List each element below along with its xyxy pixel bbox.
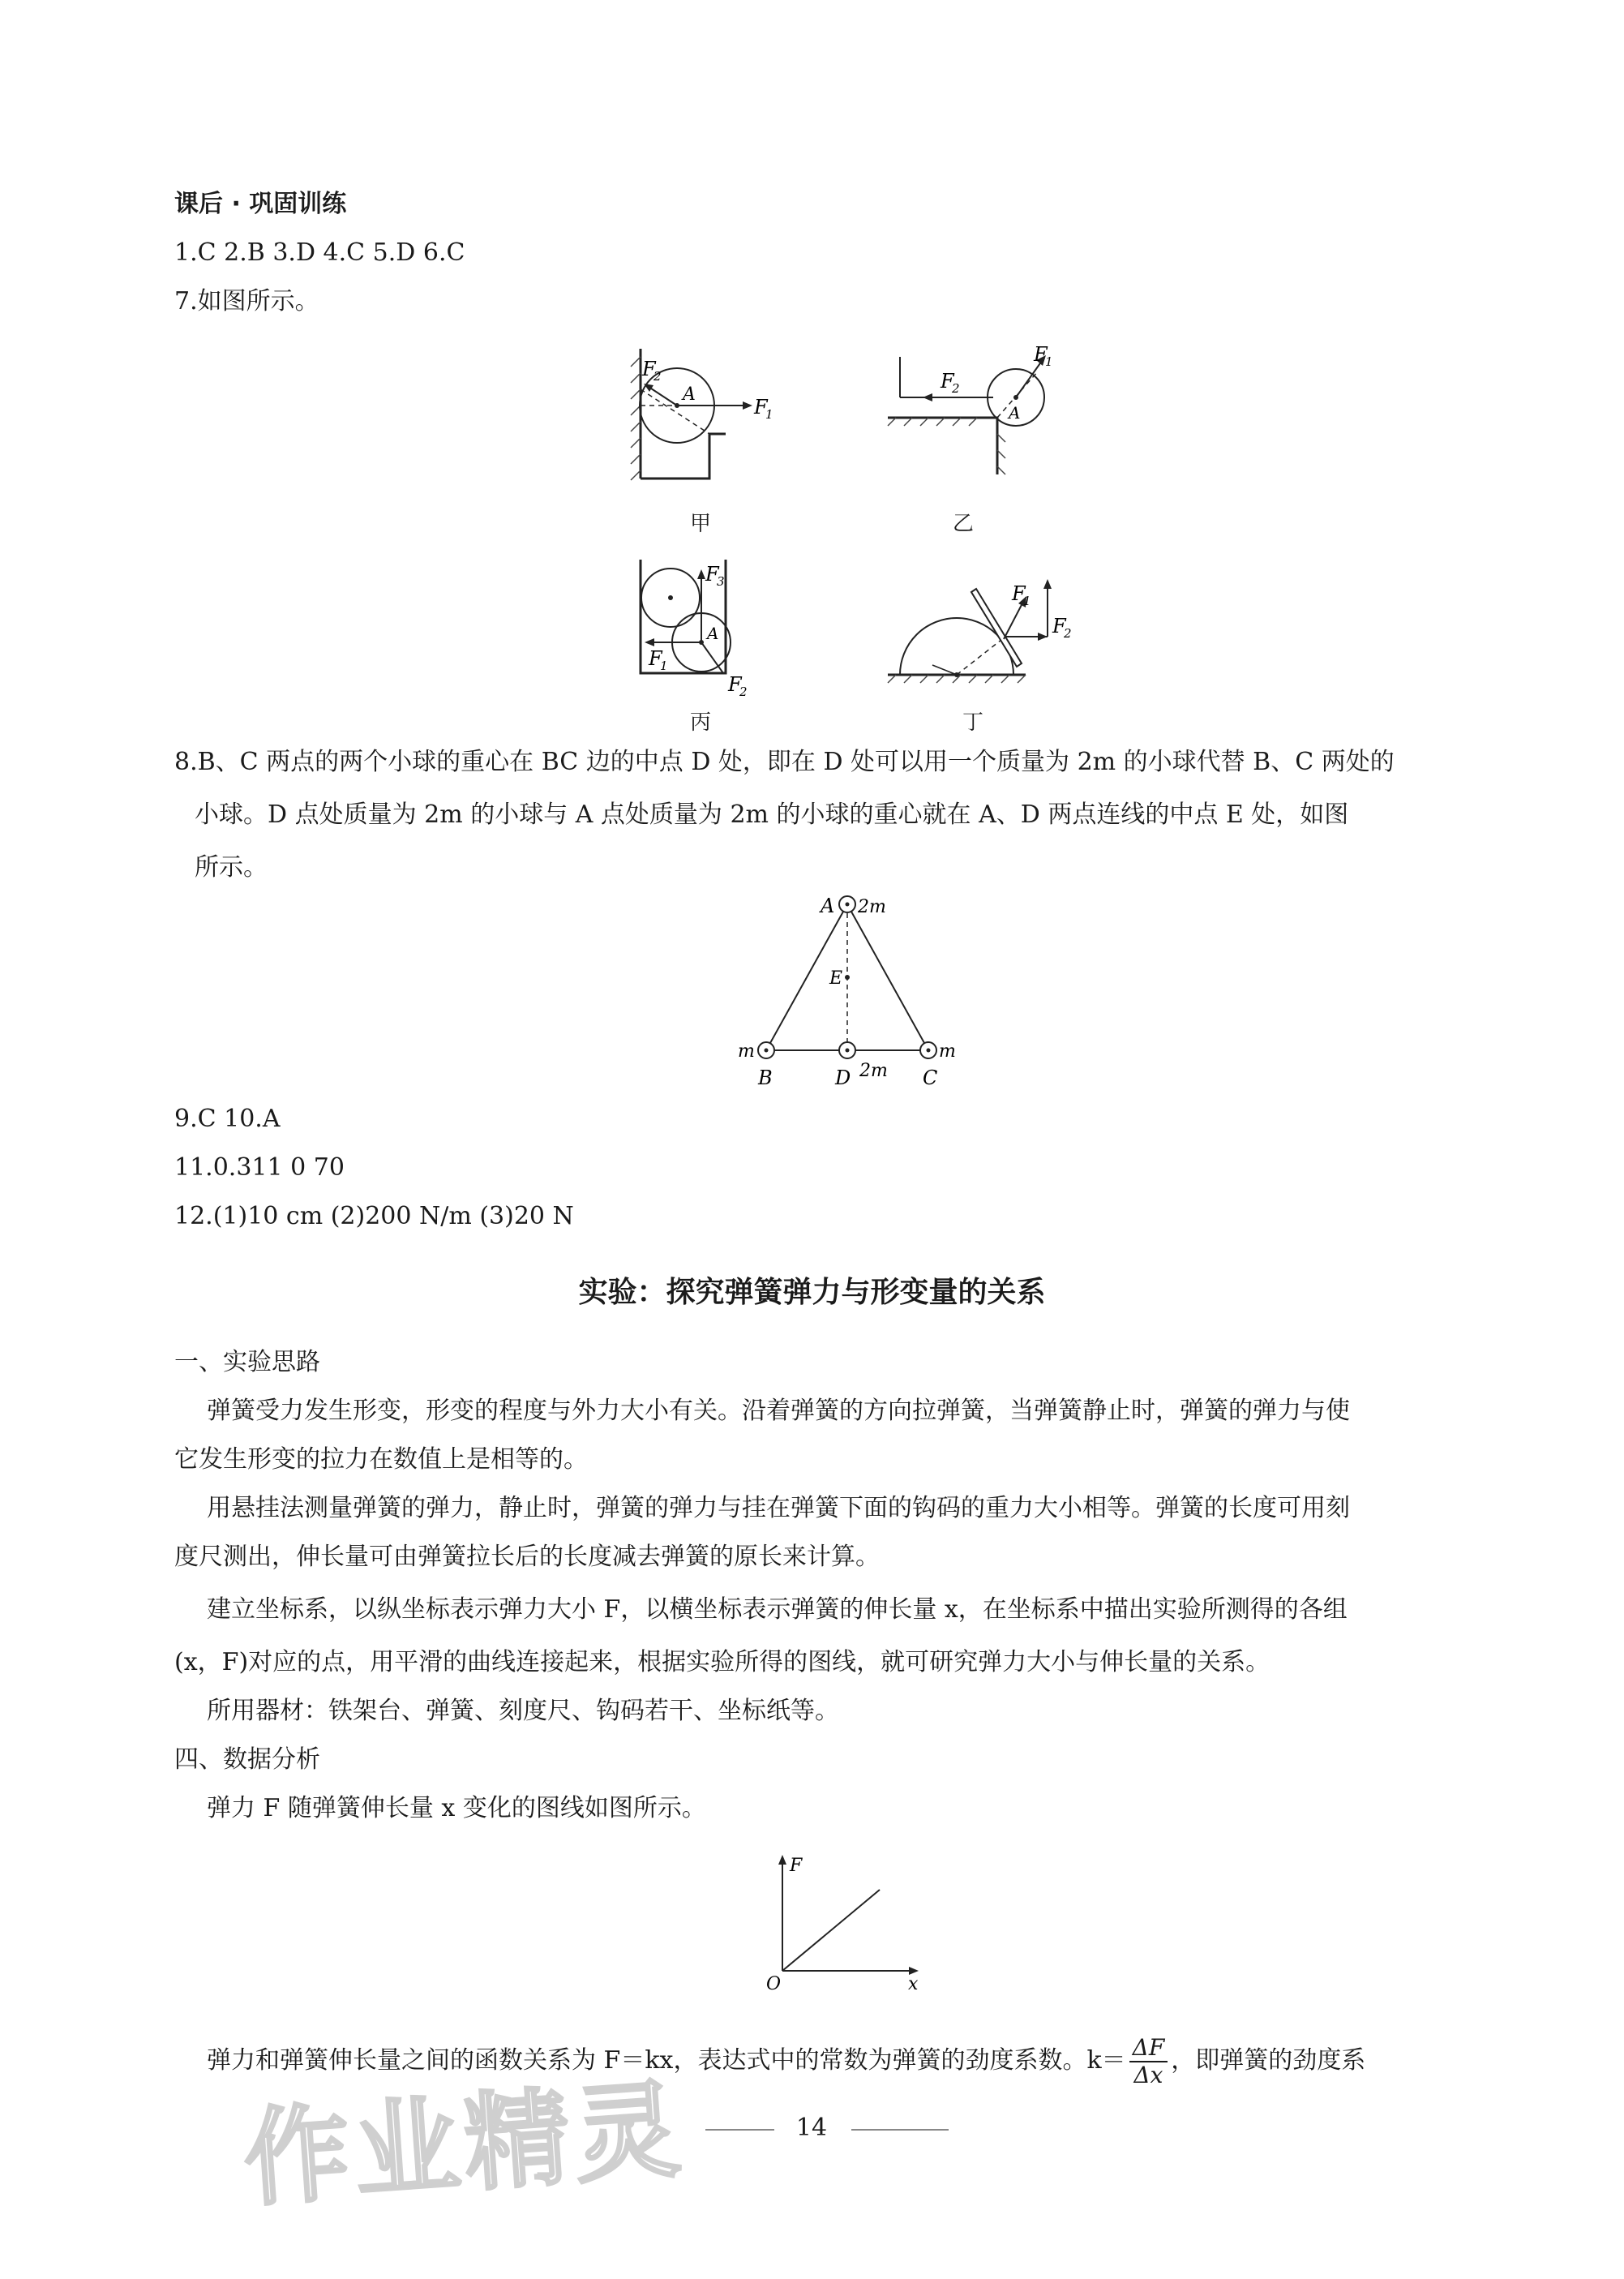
svg-text:O: O: [766, 1974, 782, 1994]
figure8-triangle: [730, 888, 956, 1099]
caption-ding: 丁: [962, 710, 983, 735]
answer-7: 7.如图所示。: [174, 287, 319, 315]
f-x-line: [782, 1890, 880, 1971]
svg-text:1: 1: [660, 659, 668, 673]
answers-1-6: 1.C 2.B 3.D 4.C 5.D 6.C: [174, 238, 465, 267]
caption-bing: 丙: [689, 710, 711, 735]
svg-text:2: 2: [1064, 626, 1072, 641]
svg-text:F: F: [649, 647, 662, 670]
svg-text:F: F: [754, 396, 768, 418]
svg-text:2: 2: [739, 685, 748, 699]
svg-text:F: F: [1052, 615, 1066, 637]
footer-rule-right: [851, 2129, 949, 2131]
svg-text:1: 1: [1023, 594, 1031, 608]
part1-line-6: (x，F)对应的点，用平滑的曲线连接起来，根据实验所得的图线，就可研究弹力大小与伸长量的关系。: [174, 1648, 1270, 1676]
k-fraction: [1129, 2035, 1168, 2088]
part1-heading: 一、实验思路: [174, 1348, 320, 1376]
figure7-jia: [624, 345, 786, 499]
f-x-graph: [762, 1853, 924, 1994]
svg-text:F: F: [1034, 343, 1048, 366]
svg-text:x: x: [908, 1974, 919, 1994]
part4-line: 弹力 F 随弹簧伸长量 x 变化的图线如图所示。: [207, 1794, 706, 1822]
section-heading: 课后 · 巩固训练: [174, 190, 347, 218]
formula-text-pre: 弹力和弹簧伸长量之间的函数关系为 F＝kx，表达式中的常数为弹簧的劲度系数。k＝: [207, 2046, 1126, 2075]
svg-text:m: m: [738, 1041, 755, 1062]
svg-text:m: m: [939, 1041, 956, 1062]
svg-text:F: F: [1012, 582, 1026, 605]
part4-heading: 四、数据分析: [174, 1745, 320, 1774]
figure7-bing: [624, 552, 786, 697]
answer-8-line-1: 8.B、C 两点的两个小球的重心在 BC 边的中点 D 处，即在 D 处可以用一个质量为 2m 的小球代替 B、C 两处的: [174, 748, 1395, 776]
frac-numerator: ΔF: [1129, 2035, 1168, 2062]
experiment-title: 实验：探究弹簧弹力与形变量的关系: [578, 1276, 1046, 1309]
caption-yi: 乙: [952, 512, 974, 536]
svg-text:A: A: [1009, 403, 1021, 423]
answers-9-10: 9.C 10.A: [174, 1105, 281, 1133]
answer-11: 11.0.311 0 70: [174, 1153, 345, 1182]
page-number: 14: [795, 2114, 828, 2142]
svg-text:E: E: [829, 968, 843, 989]
part1-line-3: 用悬挂法测量弹簧的弹力，静止时，弹簧的弹力与挂在弹簧下面的钩码的重力大小相等。弹簧的长度可用刻: [207, 1494, 1350, 1522]
svg-text:3: 3: [717, 574, 725, 589]
svg-text:2: 2: [653, 369, 662, 384]
svg-text:F: F: [728, 673, 742, 696]
answer-8-line-2: 小球。D 点处质量为 2m 的小球与 A 点处质量为 2m 的小球的重心就在 A、D 两点连线的中点 E 处，如图: [195, 800, 1349, 829]
svg-text:A: A: [707, 624, 719, 643]
figure7-yi: [876, 341, 1062, 495]
part1-line-4: 度尺测出，伸长量可由弹簧拉长后的长度减去弹簧的原长来计算。: [174, 1543, 880, 1571]
svg-text:2m: 2m: [859, 1061, 888, 1081]
svg-text:A: A: [821, 895, 835, 917]
part1-line-2: 它发生形变的拉力在数值上是相等的。: [174, 1445, 588, 1474]
svg-text:1: 1: [765, 407, 773, 422]
svg-text:F: F: [705, 563, 719, 586]
watermark: 作业精灵: [240, 2067, 689, 2221]
svg-text:A: A: [683, 384, 696, 405]
svg-text:2: 2: [952, 381, 960, 396]
svg-text:F: F: [790, 1856, 803, 1876]
svg-text:F: F: [941, 370, 954, 393]
figure7-ding: [876, 568, 1070, 689]
part1-line-1: 弹簧受力发生形变，形变的程度与外力大小有关。沿着弹簧的方向拉弹簧，当弹簧静止时，弹簧的弹力与使: [207, 1397, 1350, 1425]
svg-text:C: C: [923, 1067, 938, 1089]
svg-text:B: B: [758, 1067, 773, 1089]
f2-label: F: [642, 358, 656, 380]
caption-jia: 甲: [689, 512, 711, 536]
frac-denominator: Δx: [1133, 2062, 1163, 2088]
answer-8-line-3: 所示。: [195, 853, 268, 882]
formula-text-post: ，即弹簧的劲度系: [1171, 2046, 1366, 2075]
part1-line-7: 所用器材：铁架台、弹簧、刻度尺、钩码若干、坐标纸等。: [207, 1697, 839, 1725]
svg-text:2m: 2m: [858, 897, 886, 917]
svg-text:D: D: [835, 1067, 851, 1089]
svg-text:1: 1: [1045, 354, 1053, 369]
part1-line-5: 建立坐标系，以纵坐标表示弹力大小 F，以横坐标表示弹簧的伸长量 x，在坐标系中描出实验所测得的各组: [207, 1595, 1348, 1624]
answer-12: 12.(1)10 cm (2)200 N/m (3)20 N: [174, 1202, 574, 1230]
